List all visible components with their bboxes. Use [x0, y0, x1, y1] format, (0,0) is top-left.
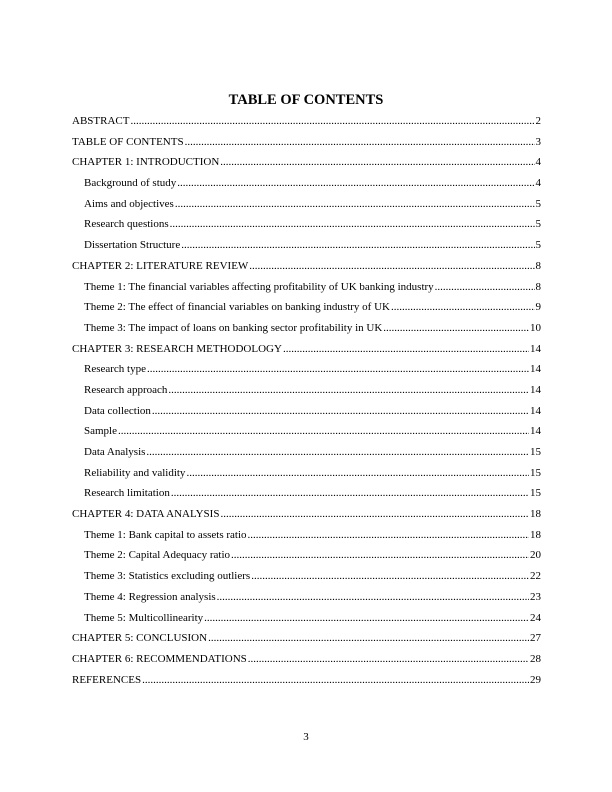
toc-entry-page: 2	[535, 115, 541, 127]
toc-entry-label: CHAPTER 4: DATA ANALYSIS	[72, 508, 220, 521]
toc-subentry[interactable]	[72, 529, 541, 550]
toc-entry-label: Theme 2: The effect of financial variables on banking industry of UK	[84, 301, 390, 314]
toc-entry-label: TABLE OF CONTENTS	[72, 135, 184, 148]
dot-leader	[130, 115, 534, 127]
toc-entry-page: 15	[530, 466, 541, 479]
dot-leader	[204, 612, 529, 624]
toc-subentry[interactable]	[72, 384, 541, 405]
toc-subentry[interactable]	[72, 570, 541, 591]
toc-entry-page: 5	[535, 239, 541, 252]
toc-subentry[interactable]	[72, 198, 541, 219]
toc-entry-label: Research approach	[84, 383, 168, 396]
toc-subentry[interactable]	[72, 239, 541, 260]
toc-subentry[interactable]	[72, 218, 541, 239]
toc-entry-label: CHAPTER 2: LITERATURE REVIEW	[72, 259, 249, 272]
toc-entry-page: 4	[535, 177, 541, 190]
toc-entry[interactable]	[72, 674, 541, 695]
toc-entry-page: 28	[530, 652, 541, 665]
toc-subentry[interactable]	[72, 322, 541, 343]
toc-entry-page: 4	[535, 156, 541, 169]
toc-entry-label: Theme 1: Bank capital to assets ratio	[84, 528, 247, 541]
toc-entry[interactable]	[72, 508, 541, 529]
toc-entry-page: 14	[530, 404, 541, 417]
toc-subentry[interactable]	[72, 425, 541, 446]
toc-entry-label: Theme 3: Statistics excluding outliers	[84, 570, 251, 583]
dot-leader	[181, 239, 534, 251]
dot-leader	[152, 405, 529, 417]
toc-entry-page: 3	[535, 135, 541, 148]
dot-leader	[231, 549, 529, 561]
dot-leader	[283, 343, 529, 355]
toc-entry-label: Data collection	[84, 404, 151, 417]
dot-leader	[170, 218, 535, 230]
toc-entry[interactable]	[72, 136, 541, 157]
dot-leader	[175, 198, 535, 210]
toc-entry-label: Data Analysis	[84, 446, 146, 458]
page-title: TABLE OF CONTENTS	[228, 92, 384, 108]
toc-entry-label: Research questions	[84, 218, 169, 231]
toc-entry-page: 20	[530, 549, 541, 562]
toc-subentry[interactable]	[72, 467, 541, 488]
toc-entry-label: Theme 4: Regression analysis	[84, 590, 216, 603]
toc-entry[interactable]	[72, 632, 541, 653]
dot-leader	[208, 632, 529, 644]
toc-entry-label: Research type	[84, 363, 146, 376]
dot-leader	[220, 508, 529, 520]
toc-entry-label: Research limitation	[84, 487, 170, 500]
dot-leader	[177, 177, 534, 189]
toc-entry-page: 14	[530, 383, 541, 396]
toc-entry-page: 10	[530, 321, 541, 334]
toc-entry-page: 8	[535, 280, 541, 293]
toc-entry-label: Background of study	[84, 177, 177, 190]
toc-entry-page: 9	[535, 301, 541, 314]
dot-leader	[168, 384, 529, 396]
toc-entry-label: Theme 1: The financial variables affecting profitability of UK banking industry	[84, 280, 434, 293]
toc-entry[interactable]	[72, 260, 541, 281]
toc-entry-label: Theme 2: Capital Adequacy ratio	[84, 549, 231, 562]
toc-entry-page: 5	[535, 197, 541, 210]
dot-leader	[217, 591, 529, 603]
toc-entry-page: 18	[530, 528, 541, 541]
dot-leader	[248, 653, 529, 665]
toc-subentry[interactable]	[72, 363, 541, 384]
toc-entry-page: 15	[530, 487, 541, 500]
toc-subentry[interactable]	[72, 405, 541, 426]
toc-entry-label: CHAPTER 6: RECOMMENDATIONS	[72, 652, 247, 665]
toc-entry-page: 15	[530, 446, 541, 458]
toc-subentry[interactable]	[72, 612, 541, 633]
toc-entry-page: 27	[530, 632, 541, 645]
toc-entry-label: CHAPTER 5: CONCLUSION	[72, 632, 208, 645]
table-of-contents	[72, 115, 541, 694]
toc-entry-page: 29	[530, 673, 541, 686]
dot-leader	[147, 363, 529, 375]
dot-leader	[186, 467, 529, 479]
dot-leader	[185, 136, 535, 148]
toc-entry-label: Aims and objectives	[84, 197, 174, 210]
toc-subentry[interactable]	[72, 591, 541, 612]
toc-entry-label: CHAPTER 1: INTRODUCTION	[72, 156, 220, 169]
toc-entry[interactable]	[72, 653, 541, 674]
dot-leader	[118, 425, 529, 437]
toc-entry-label: Dissertation Structure	[84, 239, 181, 252]
toc-entry[interactable]	[72, 343, 541, 364]
toc-entry[interactable]	[72, 115, 541, 136]
toc-entry-page: 14	[530, 425, 541, 438]
toc-subentry[interactable]	[72, 301, 541, 322]
toc-entry-page: 14	[530, 342, 541, 355]
toc-entry-label: Theme 3: The impact of loans on banking sector profitability in UK	[84, 321, 383, 334]
toc-entry-page: 14	[530, 363, 541, 376]
dot-leader	[435, 281, 535, 293]
toc-entry-label: ABSTRACT	[72, 115, 130, 127]
toc-subentry[interactable]	[72, 177, 541, 198]
toc-entry-page: 18	[530, 508, 541, 521]
toc-entry[interactable]	[72, 156, 541, 177]
toc-entry-page: 24	[530, 611, 541, 624]
toc-subentry[interactable]	[72, 549, 541, 570]
toc-entry-page: 23	[530, 590, 541, 603]
dot-leader	[391, 301, 535, 313]
toc-entry-page: 22	[530, 570, 541, 583]
dot-leader	[248, 529, 529, 541]
dot-leader	[249, 260, 534, 272]
toc-entry-page: 5	[535, 218, 541, 231]
dot-leader	[383, 322, 529, 334]
dot-leader	[171, 487, 529, 499]
toc-entry-label: Theme 5: Multicollinearity	[84, 611, 204, 624]
dot-leader	[142, 674, 529, 686]
page-number: 3	[303, 731, 309, 743]
toc-entry-label: REFERENCES	[72, 673, 142, 686]
toc-entry-label: Sample	[84, 425, 117, 438]
toc-subentry[interactable]	[72, 487, 541, 508]
dot-leader	[251, 570, 529, 582]
toc-entry-label: CHAPTER 3: RESEARCH METHODOLOGY	[72, 342, 282, 355]
toc-entry-label: Reliability and validity	[84, 466, 186, 479]
toc-subentry[interactable]	[72, 446, 541, 467]
dot-leader	[146, 446, 529, 458]
dot-leader	[220, 156, 534, 168]
toc-entry-page: 8	[535, 259, 541, 272]
toc-subentry[interactable]	[72, 281, 541, 302]
